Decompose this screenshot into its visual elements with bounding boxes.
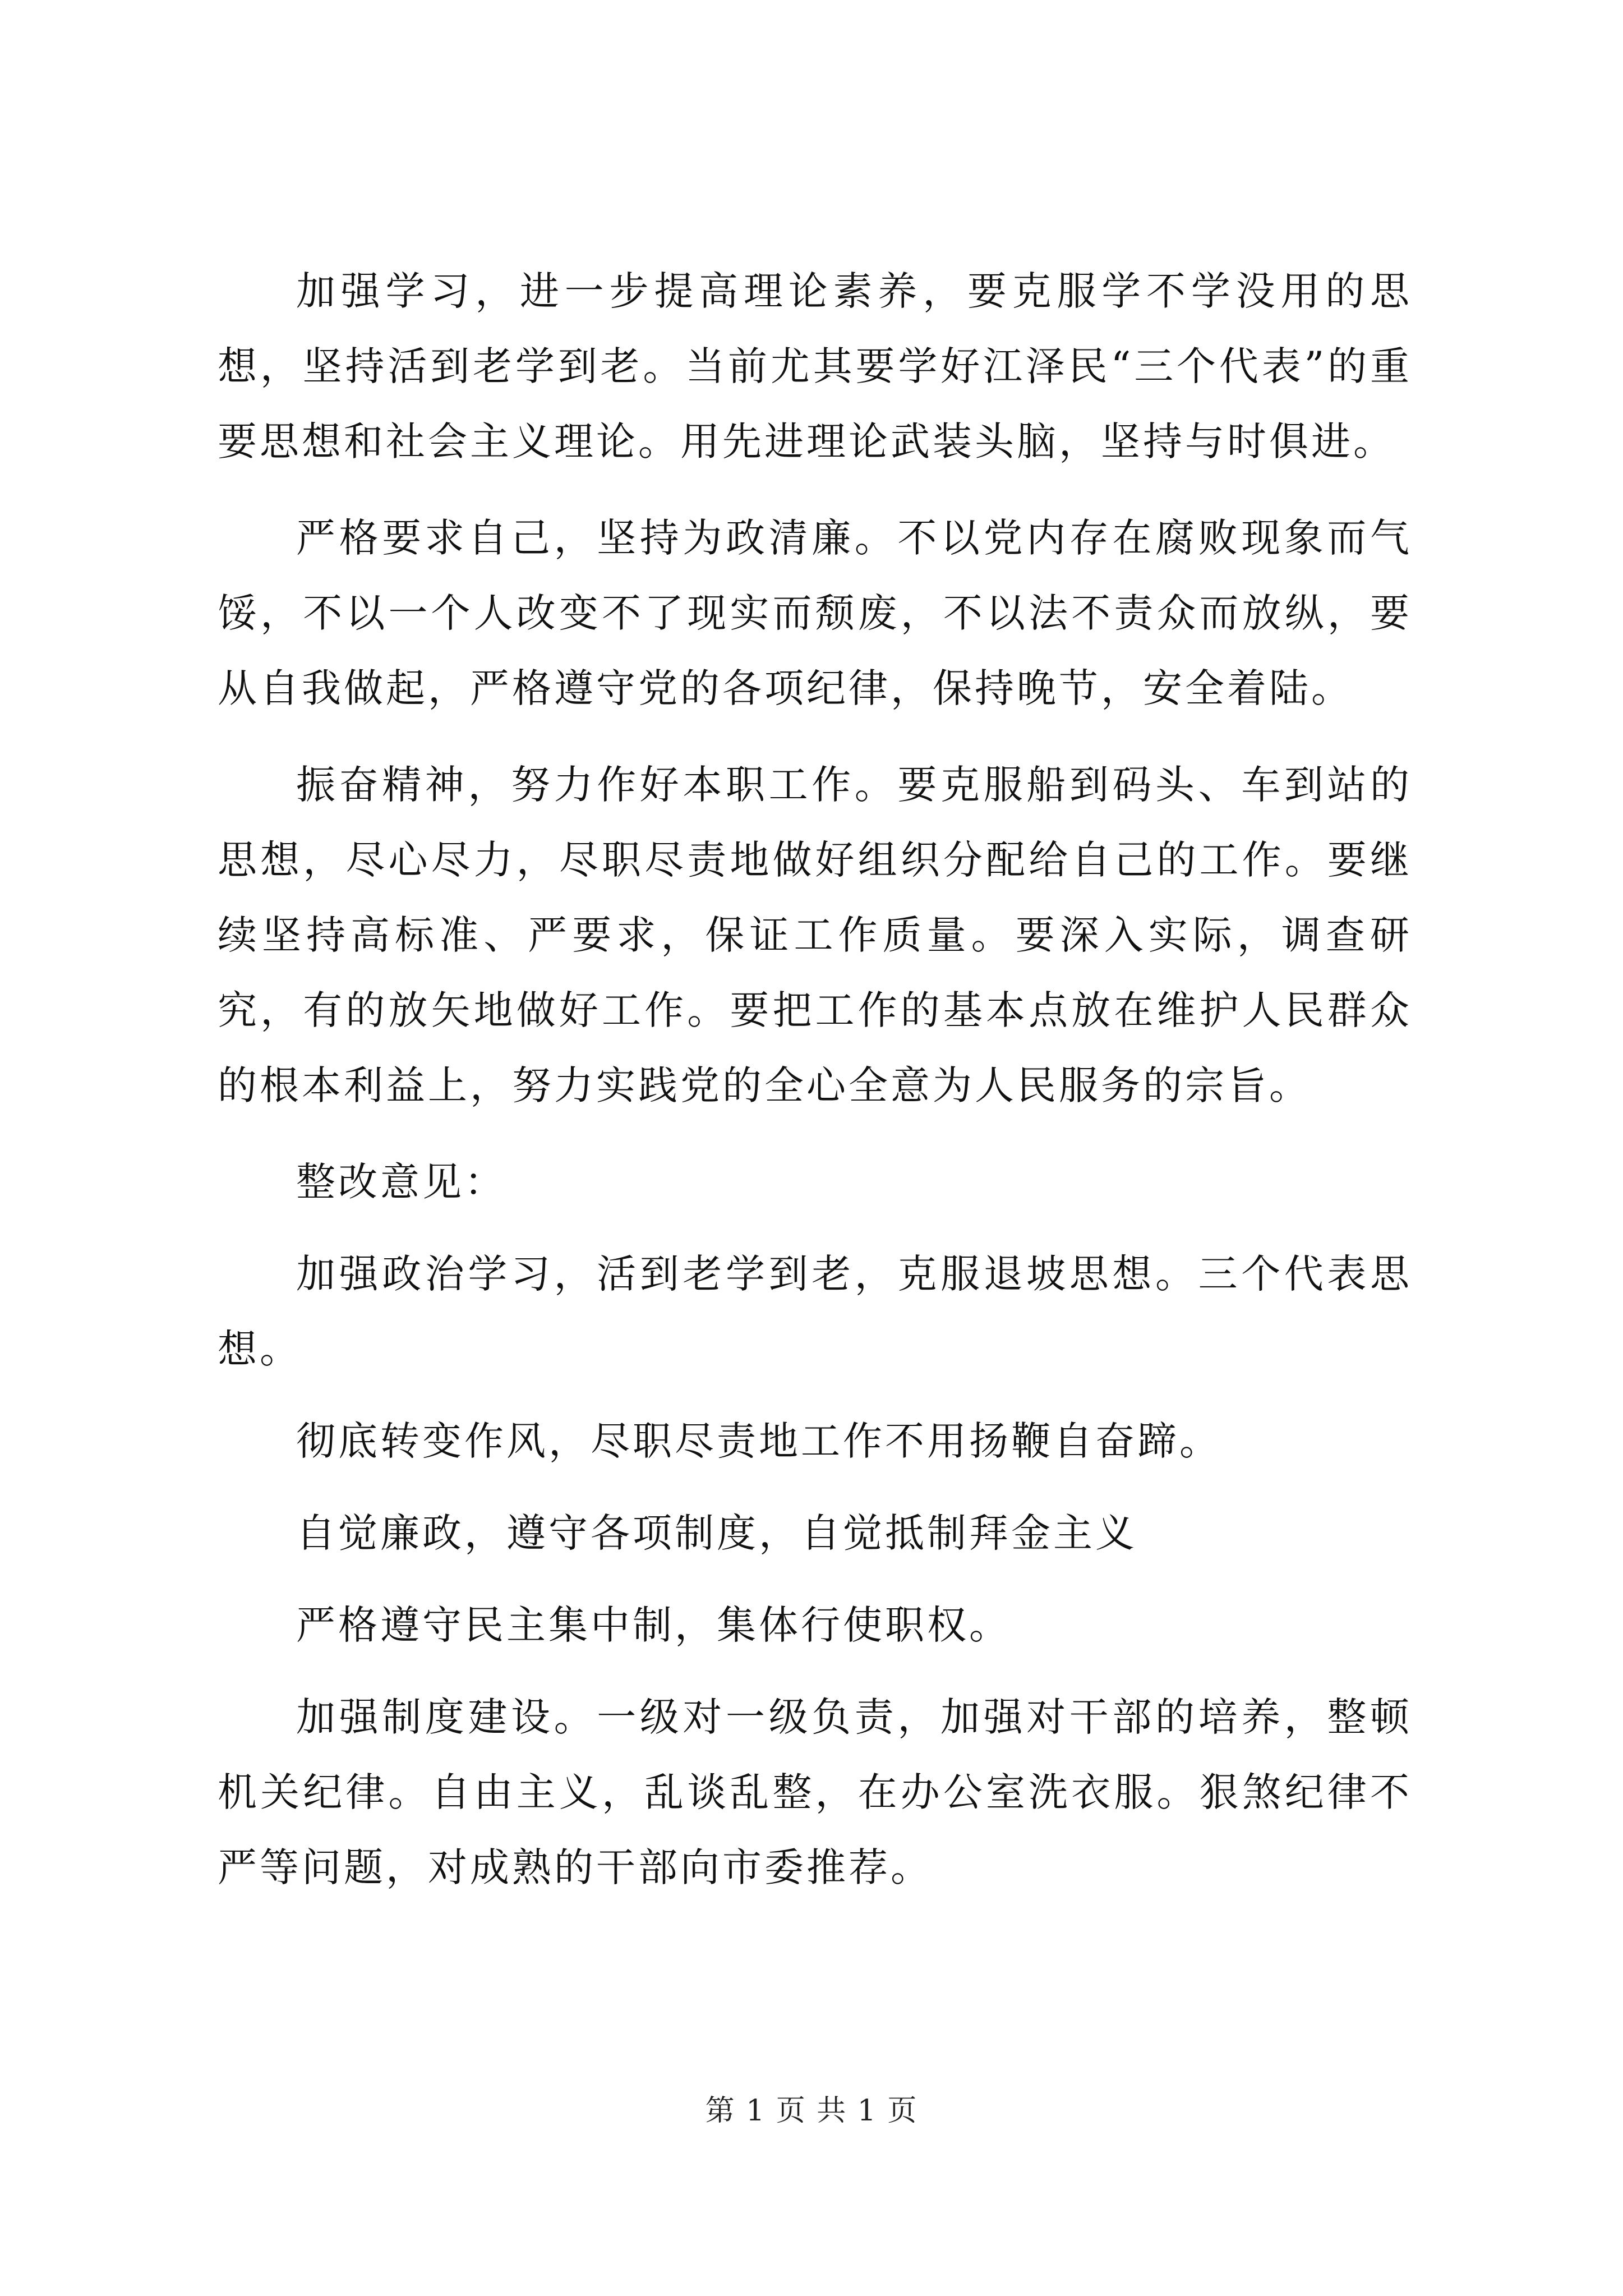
paragraph-work: 振奋精神，努力作好本职工作。要克服船到码头、车到站的思想，尽心尽力，尽职尽责地做好组织分配给自己的工作。要继续坚持高标准、严要求，保证工作质量。要深入实际，调查研究，有的放矢地做好工作。要把工作的基本点放在维护人民群众的根本利益上，努力实践党的全心全意为人民服务的宗旨。 — [218, 762, 1412, 1108]
paragraph-integrity: 严格要求自己，坚持为政清廉。不以党内存在腐败现象而气馁，不以一个人改变不了现实而颓废，不以法不责众而放纵，要从自我做起，严格遵守党的各项纪律，保持晚节，安全着陆。 — [218, 515, 1412, 711]
paragraph-rectification-heading: 整改意见： — [296, 1159, 506, 1205]
paragraph-political-study: 加强政治学习，活到老学到老，克服退坡思想。三个代表思想。 — [218, 1251, 1412, 1372]
page-number-footer: 第 1 页 共 1 页 — [705, 2094, 918, 2128]
paragraph-system-building: 加强制度建设。一级对一级负责，加强对干部的培养，整顿机关纪律。自由主义，乱谈乱整，在办公室洗衣服。狠煞纪律不严等问题，对成熟的干部向市委推荐。 — [218, 1694, 1412, 1890]
paragraph-democratic-centralism: 严格遵守民主集中制，集体行使职权。 — [296, 1602, 1011, 1648]
document-body — [218, 254, 1412, 1926]
paragraph-study: 加强学习，进一步提高理论素养，要克服学不学没用的思想，坚持活到老学到老。当前尤其要学好江泽民“三个代表”的重要思想和社会主义理论。用先进理论武装头脑，坚持与时俱进。 — [218, 268, 1412, 464]
paragraph-self-discipline: 自觉廉政，遵守各项制度，自觉抵制拜金主义 — [296, 1510, 1137, 1556]
paragraph-work-style: 彻底转变作风，尽职尽责地工作不用扬鞭自奋蹄。 — [296, 1418, 1221, 1464]
